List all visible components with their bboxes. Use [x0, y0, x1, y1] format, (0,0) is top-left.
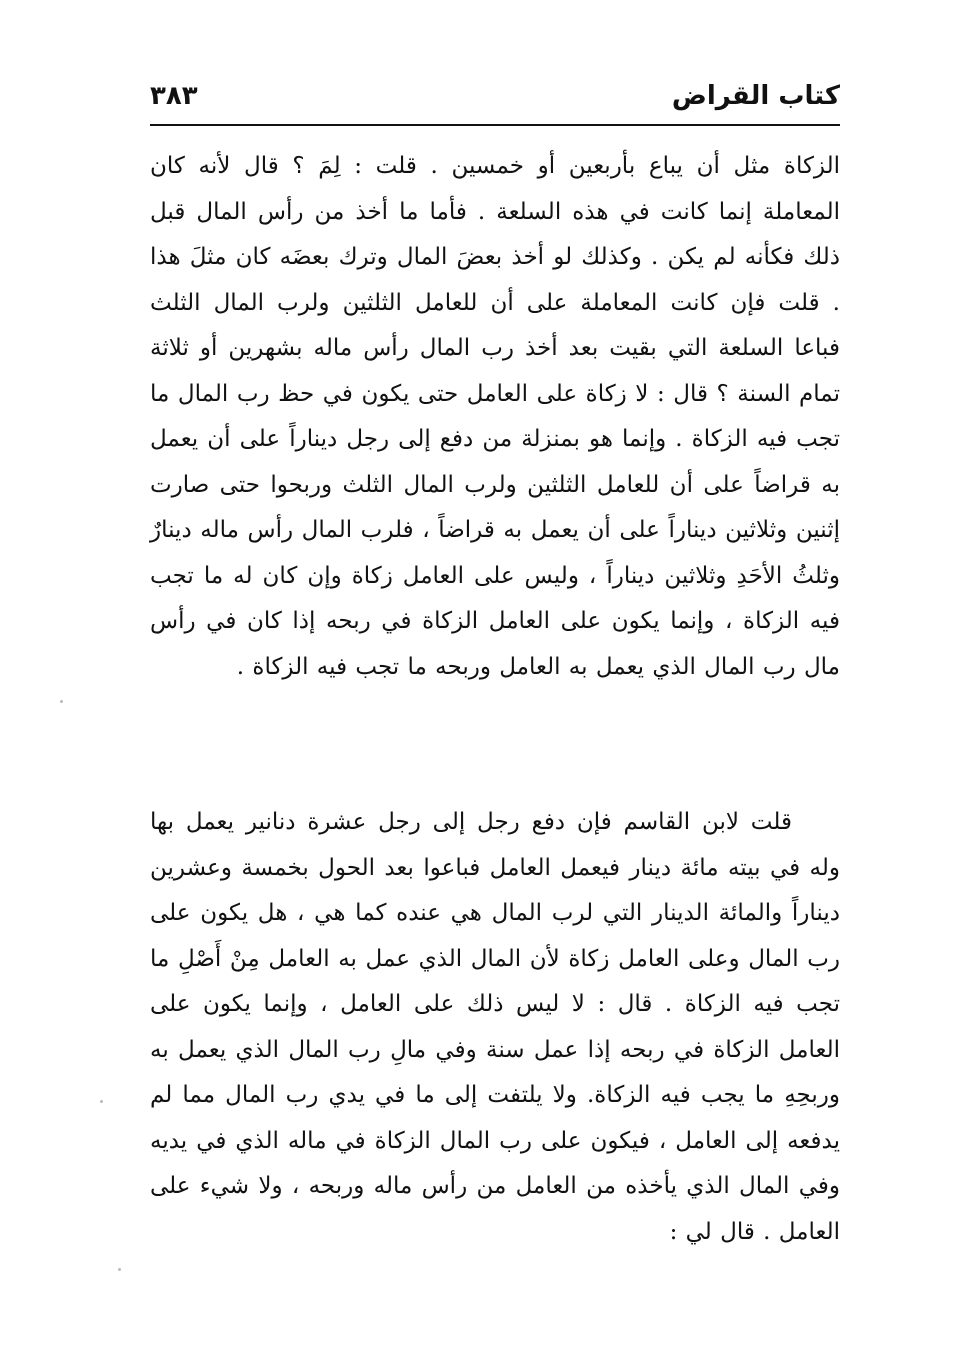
paragraph-2 [150, 800, 840, 1255]
scan-speck [60, 700, 63, 703]
page-number: ٣٨٣ [150, 81, 198, 111]
paragraph-1 [150, 144, 840, 690]
scan-speck [100, 1100, 103, 1103]
scan-speck [118, 1268, 121, 1271]
header-divider [150, 124, 840, 126]
paragraph-2-text: قلت لابن القاسم فإن دفع رجل إلى رجل عشرة دنانير يعمل بها وله في بيته مائة دينار فيعمل العامل فباعوا بعد الحول بخمسة وعشرين ديناراً والمائة الدينار التي لرب المال هي عنده كما هي ، هل يكون على رب المال وعلى العامل زكاة لأن المال الذي عمل به العامل مِنْ أَصْلِ ما تجب فيه الزكاة . قال : لا ليس ذلك على العامل ، وإنما يكون على العامل الزكاة في ربحه إذا عمل سنة وفي مالِ رب المال الذي يعمل به وربحِهِ ما يجب فيه الزكاة. ولا يلتفت إلى ما في يدي رب المال مما لم يدفعه إلى العامل ، فيكون على رب المال الزكاة في ماله الذي في يديه وفي المال الذي يأخذه من العامل من رأس ماله وربحه ، ولا شيء على العامل . قال لي : [150, 809, 840, 1245]
book-title: كتاب القراض [671, 81, 840, 111]
paragraph-1-text: الزكاة مثل أن يباع بأربعين أو خمسين . قلت : لِمَ ؟ قال لأنه كان المعاملة إنما كانت في هذه السلعة . فأما ما أخذ من رأس المال قبل ذلك فكأنه لم يكن . وكذلك لو أخذ بعضَ المال وترك بعضَه كان مثلَ هذا . قلت فإن كانت المعاملة على أن للعامل الثلثين ولرب المال الثلث فباعا السلعة التي بقيت بعد أخذ رب المال رأس ماله بشهرين أو ثلاثة تمام السنة ؟ قال : لا زكاة على العامل حتى يكون في حظ رب المال ما تجب فيه الزكاة . وإنما هو بمنزلة من دفع إلى رجل ديناراً على أن يعمل به قراضاً على أن للعامل الثلثين ولرب المال الثلث وربحوا حتى صارت إثنين وثلاثين ديناراً على أن يعمل به قراضاً ، فلرب المال رأس ماله دينارٌ وثلثُ الأحَدِ وثلاثين ديناراً ، وليس على العامل زكاة وإن كان له ما تجب فيه الزكاة ، وإنما يكون على العامل الزكاة في ربحه إذا كان في رأس مال رب المال الذي يعمل به العامل وربحه ما تجب فيه الزكاة . [150, 153, 840, 680]
page-header [150, 72, 840, 124]
